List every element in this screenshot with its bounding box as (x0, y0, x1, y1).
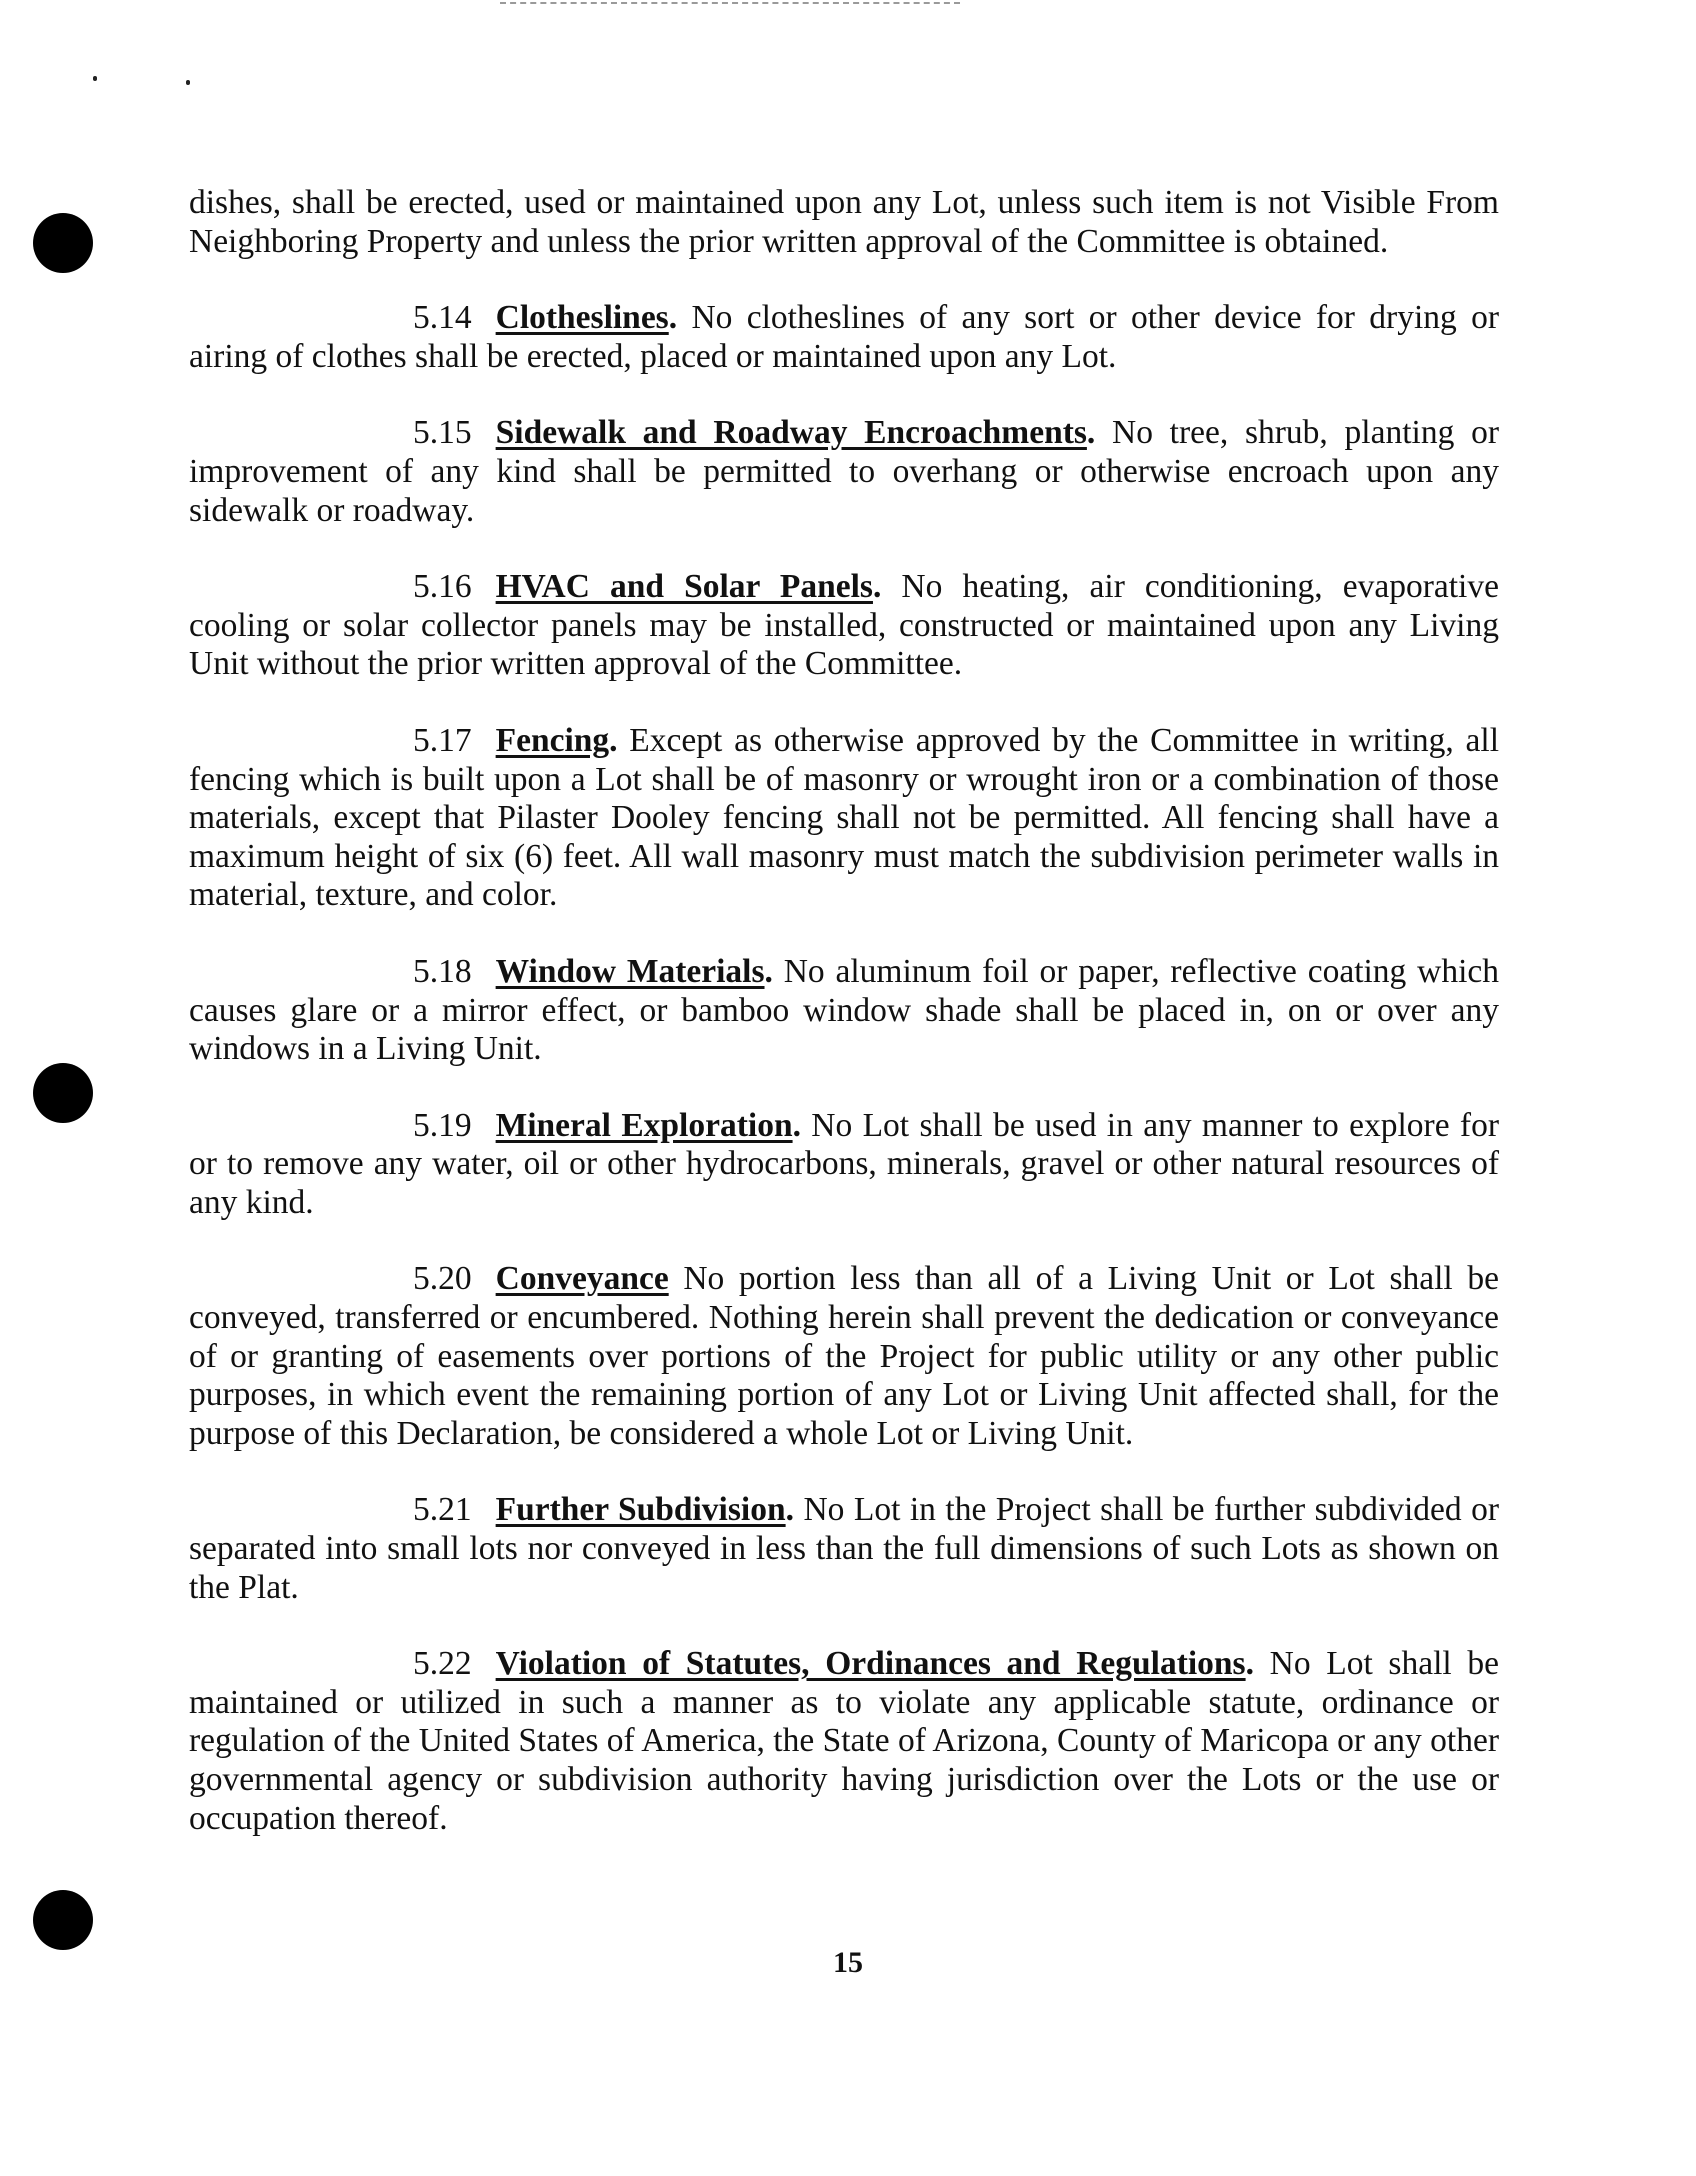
section-number: 5.22 (413, 1645, 472, 1683)
section-5-14 (189, 299, 1499, 376)
section-5-18 (189, 953, 1499, 1069)
page-number: 15 (833, 1946, 863, 1979)
section-heading-punct: . (785, 1491, 794, 1529)
page-body (189, 184, 1499, 1876)
section-heading: Sidewalk and Roadway Encroachments (495, 414, 1087, 452)
section-text: No Lot shall be maintained or utilized in such a manner as to violate any applicable statute, ordinance or regulation of the United States of America, the State of Arizona, County of Maricopa or any other governmental agency or subdivision authority having jurisdiction over the Lots or the use or occupation thereof. (189, 1645, 1499, 1837)
scan-edge-line (500, 2, 960, 4)
section-text: No Lot in the Project shall be further subdivided or separated into small lots nor conveyed in less than the full dimensions of such Lots as shown on the Plat. (189, 1491, 1500, 1606)
section-number: 5.18 (413, 952, 472, 990)
section-heading-punct: . (792, 1106, 801, 1144)
section-heading: Further Subdivision (495, 1491, 786, 1529)
section-number: 5.17 (413, 721, 472, 759)
scan-speck (93, 76, 97, 81)
section-text: No tree, shrub, planting or improvement of any kind shall be permitted to overhang or otherwise encroach upon any sidewalk or roadway. (189, 414, 1499, 529)
scan-speck (186, 80, 190, 85)
section-number: 5.19 (413, 1106, 472, 1144)
section-text: No portion less than all of a Living Unit or Lot shall be conveyed, transferred or encumbered. Nothing herein shall prevent the dedication or conveyance of or granting of easements over portions of the Project for public utility or any other public purposes, in which event the remaining portion of any Lot or Living Unit affected shall, for the purpose of this Declaration, be considered a whole Lot or Living Unit. (189, 1260, 1499, 1452)
section-heading: Mineral Exploration (495, 1106, 793, 1144)
section-5-20 (189, 1260, 1499, 1453)
section-5-21 (189, 1491, 1499, 1607)
section-heading-punct: . (872, 568, 882, 606)
section-5-22 (189, 1645, 1499, 1838)
punch-hole-middle (33, 1063, 93, 1123)
punch-hole-top (33, 213, 93, 273)
section-heading-punct: . (668, 299, 678, 337)
section-heading: Violation of Statutes, Ordinances and Regulations (495, 1645, 1246, 1683)
section-heading: Clotheslines (495, 299, 669, 337)
section-heading-punct: . (609, 721, 618, 759)
section-text: No aluminum foil or paper, reflective coating which causes glare or a mirror effect, or bamboo window shade shall be placed in, on or over any windows in a Living Unit. (189, 952, 1499, 1068)
section-number: 5.15 (413, 414, 472, 452)
section-heading-punct: . (1086, 414, 1096, 452)
section-text: No heating, air conditioning, evaporative cooling or solar collector panels may be installed, constructed or maintained upon any Living Unit without the prior written approval of the Committee. (189, 568, 1499, 683)
section-number: 5.21 (413, 1491, 472, 1529)
section-text: Except as otherwise approved by the Committee in writing, all fencing which is built upon a Lot shall be of masonry or wrought iron or a combination of those materials, except that Pilaster Dooley fencing shall not be permitted. All fencing shall have a maximum height of six (6) feet. All wall masonry must match the subdivision perimeter walls in material, texture, and color. (189, 721, 1499, 914)
section-number: 5.16 (413, 568, 472, 606)
section-number: 5.14 (413, 299, 472, 337)
section-text: No clotheslines of any sort or other device for drying or airing of clothes shall be erected, placed or maintained upon any Lot. (189, 299, 1499, 375)
section-heading: Window Materials (495, 952, 765, 990)
section-heading-punct: . (1245, 1645, 1254, 1683)
section-heading: Conveyance (495, 1260, 669, 1298)
section-heading-punct: . (764, 952, 773, 990)
punch-hole-bottom (33, 1890, 93, 1950)
section-5-16 (189, 568, 1499, 684)
section-5-17 (189, 722, 1499, 915)
continuation-paragraph: dishes, shall be erected, used or maintained upon any Lot, unless such item is not Visible From Neighboring Property and unless the prior written approval of the Committee is obtained. (189, 184, 1499, 260)
section-text: No Lot shall be used in any manner to explore for or to remove any water, oil or other hydrocarbons, minerals, gravel or other natural resources of any kind. (189, 1106, 1499, 1221)
section-5-15 (189, 414, 1499, 530)
section-number: 5.20 (413, 1260, 472, 1298)
section-heading: Fencing (495, 721, 610, 759)
section-5-19 (189, 1107, 1499, 1223)
section-heading: HVAC and Solar Panels (495, 568, 873, 606)
